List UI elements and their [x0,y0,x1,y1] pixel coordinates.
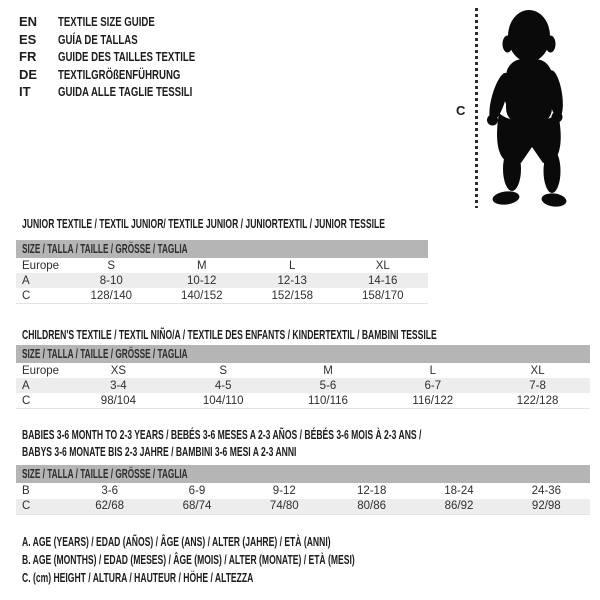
cell: 68/74 [182,500,212,513]
language-title: TEXTILGRÖßENFÜHRUNG [58,66,181,82]
size-header-label: SIZE / TALLA / TAILLE / GRÖSSE / TAGLIA [22,467,188,481]
size-header-label: SIZE / TALLA / TAILLE / GRÖSSE / TAGLIA [22,242,188,256]
language-code: IT [19,84,31,99]
babies-section-title-line1: BABIES 3-6 MONTH TO 2-3 YEARS / BEBÉS 3-6 MESES A 2-3 AÑOS / BÉBÉS 3-6 MOIS À 2-3 ANS / [22,427,422,442]
cell: 128/140 [90,289,133,302]
row-label: Europe [22,364,60,377]
cell: S [107,259,116,272]
cell: 122/128 [516,394,559,407]
cell: XL [530,364,545,377]
language-row-de [19,66,243,84]
row-label: B [22,484,30,497]
height-measure-dashed-line [475,8,478,208]
cell: L [289,259,296,272]
table-row [16,499,590,515]
cell: 24-36 [531,484,562,497]
language-row-en [19,13,243,31]
table-row [16,483,590,499]
cell: 152/158 [271,289,314,302]
table-row [16,273,428,288]
legend-notes [22,533,526,587]
size-header-label: SIZE / TALLA / TAILLE / GRÖSSE / TAGLIA [22,347,188,361]
children-size-table [16,363,590,409]
cell: 8-10 [99,274,123,287]
language-code: DE [19,66,38,82]
height-measure-label: C [456,103,466,118]
cell: 116/122 [412,394,454,407]
babies-section-title-line2: BABYS 3-6 MONATE BIS 2-3 JAHRE / BAMBINI 3-6 MESI A 2-3 ANNI [22,444,297,459]
cell: 9-12 [272,484,296,497]
table-row [16,378,590,393]
cell: 12-13 [277,274,307,287]
language-row-fr [19,48,243,66]
row-label: Europe [22,259,60,272]
row-label: C [22,500,31,513]
language-list [19,13,243,101]
junior-size-header-bar [16,240,428,258]
cell: 5-6 [319,379,337,392]
cell: 12-18 [356,484,387,497]
children-section-title: CHILDREN'S TEXTILE / TEXTIL NIÑO/A / TEXTILE DES ENFANTS / KINDERTEXTIL / BAMBINI TESSILE [22,327,437,342]
cell: 6-9 [188,484,206,497]
note-height-cm: C. (cm) HEIGHT / ALTURA / HAUTEUR / HÖHE / ALTEZZA [22,570,254,585]
cell: 3-4 [110,379,127,392]
language-code: FR [19,49,37,64]
cell: M [323,364,333,377]
cell: XL [375,259,390,272]
cell: L [429,364,436,377]
row-label: A [22,379,30,392]
table-row [16,393,590,409]
cell: 92/98 [531,500,561,513]
cell: 7-8 [529,379,546,392]
babies-section-title [22,426,421,460]
cell: 86/92 [444,500,474,513]
table-row [16,288,428,304]
language-code: ES [19,31,37,47]
cell: 6-7 [424,379,442,392]
language-row-it [19,83,243,101]
cell: 74/80 [269,500,299,513]
language-title: GUÍA DE TALLAS [58,31,138,47]
language-row-es [19,31,243,49]
junior-size-table [16,258,428,304]
baby-silhouette-icon [485,9,567,207]
cell: 62/68 [95,500,125,513]
row-label: C [22,289,31,302]
note-age-months: B. AGE (MONTHS) / EDAD (MESES) / ÂGE (MOIS) / ALTER (MONATE) / ETÀ (MESI) [22,552,355,567]
babies-size-header-bar [16,465,590,483]
cell: 18-24 [444,484,474,497]
note-age-years: A. AGE (YEARS) / EDAD (AÑOS) / ÂGE (ANS) / ALTER (JAHRE) / ETÀ (ANNI) [22,534,331,549]
cell: 80/86 [357,500,387,513]
language-title: GUIDA ALLE TAGLIE TESSILI [58,84,193,99]
junior-section-title: JUNIOR TEXTILE / TEXTIL JUNIOR/ TEXTILE JUNIOR / JUNIORTEXTIL / JUNIOR TESSILE [22,216,385,231]
cell: XS [110,364,127,377]
row-label: C [22,394,31,407]
cell: 10-12 [187,274,217,287]
cell: 14-16 [368,274,398,287]
cell: 98/104 [100,394,136,407]
cell: 104/110 [202,394,244,407]
row-label: A [22,274,30,287]
cell: 4-5 [214,379,232,392]
language-code: EN [19,14,38,29]
cell: 158/170 [361,289,404,302]
cell: 110/116 [308,394,348,407]
cell: S [219,364,228,377]
babies-size-table [16,483,590,515]
table-row [16,258,428,273]
table-row [16,363,590,378]
cell: 140/152 [180,289,223,302]
language-title: TEXTILE SIZE GUIDE [58,14,155,29]
language-title: GUIDE DES TAILLES TEXTILE [58,49,196,64]
cell: 3-6 [101,484,118,497]
children-size-header-bar [16,345,590,363]
cell: M [196,259,207,272]
